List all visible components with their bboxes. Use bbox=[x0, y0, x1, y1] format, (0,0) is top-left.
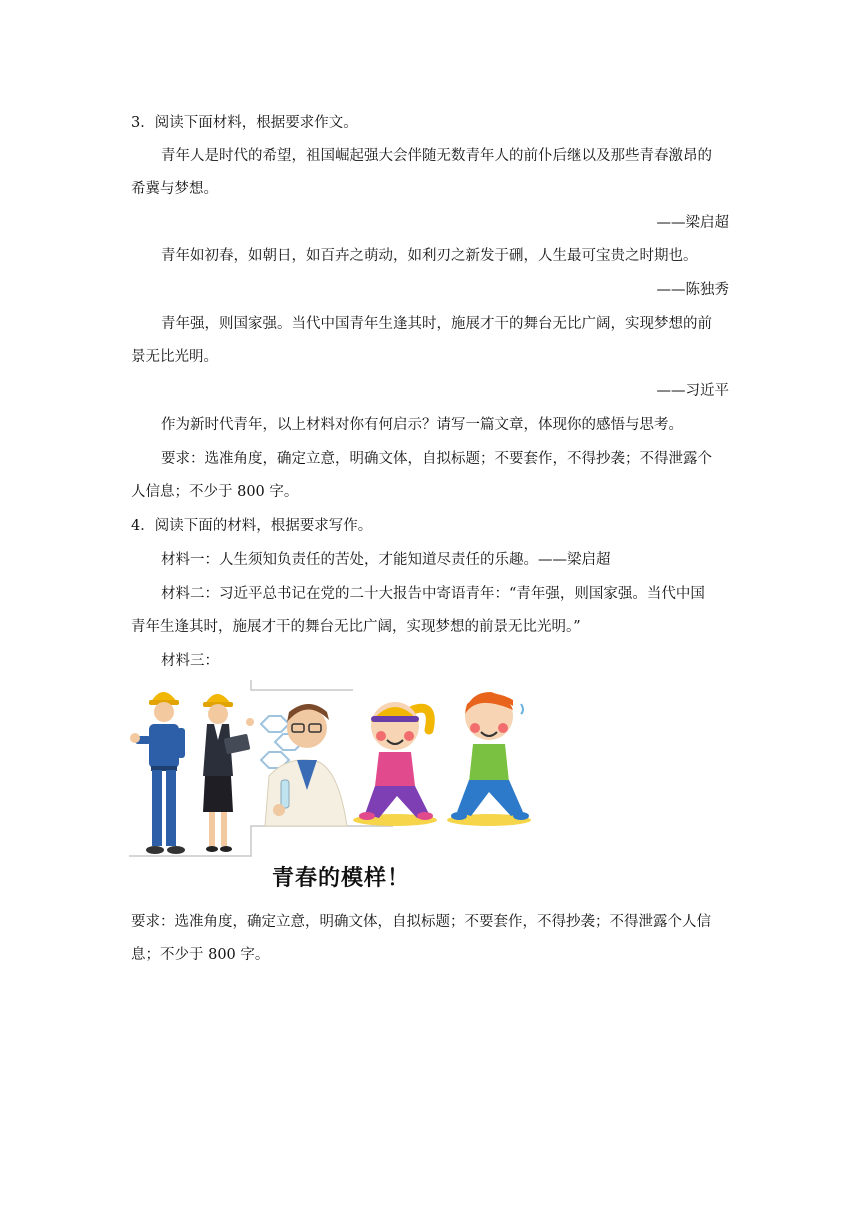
q3-author2: ——陈独秀 bbox=[656, 282, 729, 298]
q3-requirement-line2: 人信息；不少于 800 字。 bbox=[131, 484, 299, 500]
office-worker-icon bbox=[203, 694, 254, 852]
q3-quote2: 青年如初春，如朝日，如百卉之萌动，如利刃之新发于硎，人生最可宝贵之时期也。 bbox=[161, 248, 698, 264]
q3-heading: 3．阅读下面材料，根据要求作文。 bbox=[131, 115, 358, 131]
q3-quote3-line2: 景无比光明。 bbox=[131, 349, 218, 365]
q4-material1: 材料一：人生须知负责任的苦处，才能知道尽责任的乐趣。——梁启超 bbox=[161, 552, 611, 568]
q3-quote1-line2: 希冀与梦想。 bbox=[131, 181, 218, 197]
q3-quote1-line1: 青年人是时代的希望，祖国崛起强大会伴随无数青年人的前仆后继以及那些青春激昂的 bbox=[161, 148, 712, 164]
exercising-boy-icon bbox=[447, 692, 531, 826]
figure-caption: 青春的模样！ bbox=[272, 866, 411, 891]
q4-material2-line1: 材料二：习近平总书记在党的二十大报告中寄语青年：“青年强，则国家强。当代中国 bbox=[161, 586, 705, 602]
exercising-girl-icon bbox=[353, 702, 437, 826]
q4-requirement-line1: 要求：选准角度，确定立意，明确文体，自拟标题；不要套作，不得抄袭；不得泄露个人信 bbox=[131, 914, 711, 930]
q3-quote3-line1: 青年强，则国家强。当代中国青年生逢其时，施展才干的舞台无比广阔，实现梦想的前 bbox=[161, 316, 712, 332]
youth-illustration bbox=[129, 680, 541, 858]
scientist-icon bbox=[261, 704, 347, 826]
q4-material3-label: 材料三： bbox=[161, 653, 219, 669]
q4-material2-line2: 青年生逢其时，施展才干的舞台无比广阔，实现梦想的前景无比光明。” bbox=[131, 619, 581, 635]
worker-icon bbox=[130, 692, 185, 854]
q3-author3: ——习近平 bbox=[656, 383, 729, 399]
q3-author1: ——梁启超 bbox=[656, 215, 729, 231]
q4-requirement-line2: 息；不少于 800 字。 bbox=[131, 947, 270, 963]
q3-task: 作为新时代青年，以上材料对你有何启示？请写一篇文章，体现你的感悟与思考。 bbox=[161, 417, 683, 433]
q3-requirement-line1: 要求：选准角度，确定立意，明确文体，自拟标题；不要套作，不得抄袭；不得泄露个 bbox=[161, 451, 712, 467]
q4-heading: 4．阅读下面的材料，根据要求写作。 bbox=[131, 518, 373, 534]
